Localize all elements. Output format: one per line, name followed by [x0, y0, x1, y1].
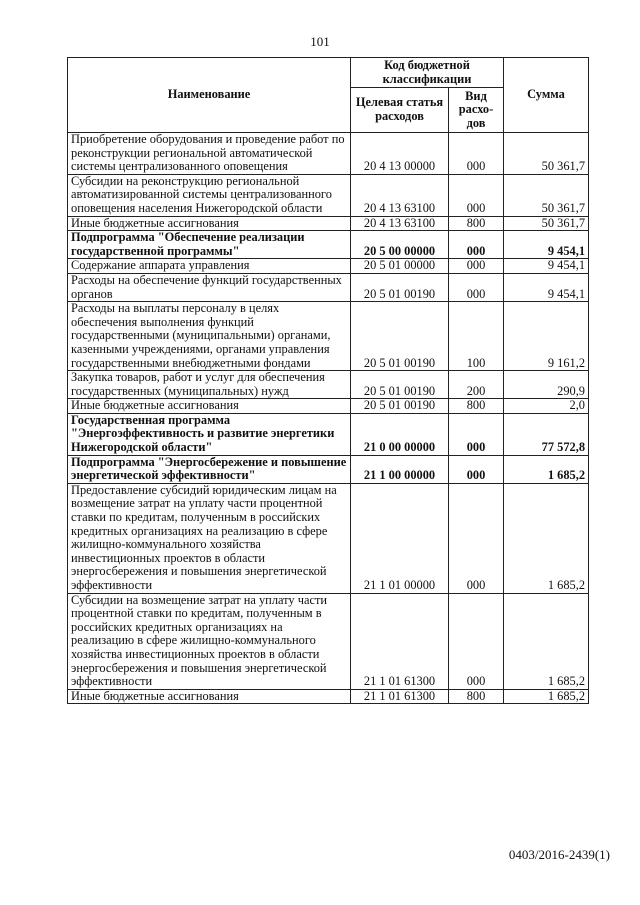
row-target-article: 20 5 01 00190: [351, 273, 449, 301]
row-name: Иные бюджетные ассигнования: [68, 689, 351, 704]
row-expense-type: 000: [449, 455, 504, 483]
table-row: [68, 413, 589, 455]
row-name: Расходы на обеспечение функций государственных органов: [68, 273, 351, 301]
row-name: Содержание аппарата управления: [68, 259, 351, 274]
table-row: [68, 371, 589, 399]
table-row: [68, 231, 589, 259]
row-sum: 1 685,2: [504, 689, 589, 704]
row-sum: 1 685,2: [504, 483, 589, 593]
row-expense-type: 000: [449, 174, 504, 216]
header-code-group: Код бюджетной классификации: [351, 58, 504, 88]
row-name: Предоставление субсидий юридическим лицам на возмещение затрат на уплату части процентной ставки по кредитам, полученным в российских кредитных организациях на реализацию в сфере жилищно-коммунального хозяйства инвестиционных проектов в области энергосбережения и повышения энергетической эффективности: [68, 483, 351, 593]
row-target-article: 21 1 00 00000: [351, 455, 449, 483]
table-row: [68, 689, 589, 704]
row-sum: 50 361,7: [504, 216, 589, 231]
row-sum: 77 572,8: [504, 413, 589, 455]
row-sum: 9 161,2: [504, 302, 589, 371]
row-target-article: 20 5 01 00000: [351, 259, 449, 274]
row-expense-type: 000: [449, 483, 504, 593]
row-name: Подпрограмма "Обеспечение реализации государственной программы": [68, 231, 351, 259]
header-sum: Сумма: [504, 58, 589, 133]
row-target-article: 20 4 13 00000: [351, 133, 449, 175]
row-expense-type: 100: [449, 302, 504, 371]
row-target-article: 21 1 01 00000: [351, 483, 449, 593]
row-expense-type: 000: [449, 259, 504, 274]
row-expense-type: 000: [449, 231, 504, 259]
table-row: [68, 483, 589, 593]
table-row: [68, 302, 589, 371]
row-name: Подпрограмма "Энергосбережение и повышение энергетической эффективности": [68, 455, 351, 483]
row-target-article: 20 5 01 00190: [351, 399, 449, 414]
table-row: [68, 216, 589, 231]
row-expense-type: 000: [449, 593, 504, 689]
table-row: [68, 259, 589, 274]
row-sum: 1 685,2: [504, 455, 589, 483]
header-expense-type: Вид расхо-дов: [449, 88, 504, 133]
row-name: Субсидии на возмещение затрат на уплату части процентной ставки по кредитам, полученным в российских кредитных организациях на реализацию в сфере жилищно-коммунального хозяйства инвестиционных проектов в области энергосбережения и повышения энергетической эффективности: [68, 593, 351, 689]
row-name: Приобретение оборудования и проведение работ по реконструкции региональной автоматической системы централизованного оповещения: [68, 133, 351, 175]
budget-table: [67, 57, 589, 704]
row-name: Субсидии на реконструкцию региональной автоматизированной системы централизованного оповещения населения Нижегородской области: [68, 174, 351, 216]
row-expense-type: 800: [449, 399, 504, 414]
table-row: [68, 174, 589, 216]
table-row: [68, 133, 589, 175]
row-target-article: 20 5 01 00190: [351, 371, 449, 399]
row-expense-type: 800: [449, 689, 504, 704]
row-sum: 50 361,7: [504, 133, 589, 175]
row-target-article: 21 0 00 00000: [351, 413, 449, 455]
header-name: Наименование: [68, 58, 351, 133]
page-number: 101: [310, 34, 330, 49]
table-row: [68, 273, 589, 301]
row-expense-type: 000: [449, 133, 504, 175]
table-row: [68, 455, 589, 483]
row-sum: 50 361,7: [504, 174, 589, 216]
row-sum: 2,0: [504, 399, 589, 414]
row-target-article: 20 5 00 00000: [351, 231, 449, 259]
row-sum: 9 454,1: [504, 273, 589, 301]
row-expense-type: 800: [449, 216, 504, 231]
document-code: 0403/2016-2439(1): [508, 847, 610, 862]
row-target-article: 21 1 01 61300: [351, 593, 449, 689]
row-expense-type: 000: [449, 413, 504, 455]
row-sum: 1 685,2: [504, 593, 589, 689]
table-row: [68, 399, 589, 414]
row-name: Закупка товаров, работ и услуг для обеспечения государственных (муниципальных) нужд: [68, 371, 351, 399]
row-expense-type: 000: [449, 273, 504, 301]
row-target-article: 20 4 13 63100: [351, 216, 449, 231]
row-name: Расходы на выплаты персоналу в целях обеспечения выполнения функций государственными (муниципальными) органами, казенными учреждениями, органами управления государственными внебюджетными фондами: [68, 302, 351, 371]
row-sum: 290,9: [504, 371, 589, 399]
table-row: [68, 593, 589, 689]
row-sum: 9 454,1: [504, 259, 589, 274]
header-target-article: Целевая статья расходов: [351, 88, 449, 133]
row-target-article: 20 4 13 63100: [351, 174, 449, 216]
row-target-article: 20 5 01 00190: [351, 302, 449, 371]
row-sum: 9 454,1: [504, 231, 589, 259]
row-target-article: 21 1 01 61300: [351, 689, 449, 704]
row-name: Государственная программа "Энергоэффективность и развитие энергетики Нижегородской области": [68, 413, 351, 455]
row-name: Иные бюджетные ассигнования: [68, 216, 351, 231]
row-expense-type: 200: [449, 371, 504, 399]
row-name: Иные бюджетные ассигнования: [68, 399, 351, 414]
